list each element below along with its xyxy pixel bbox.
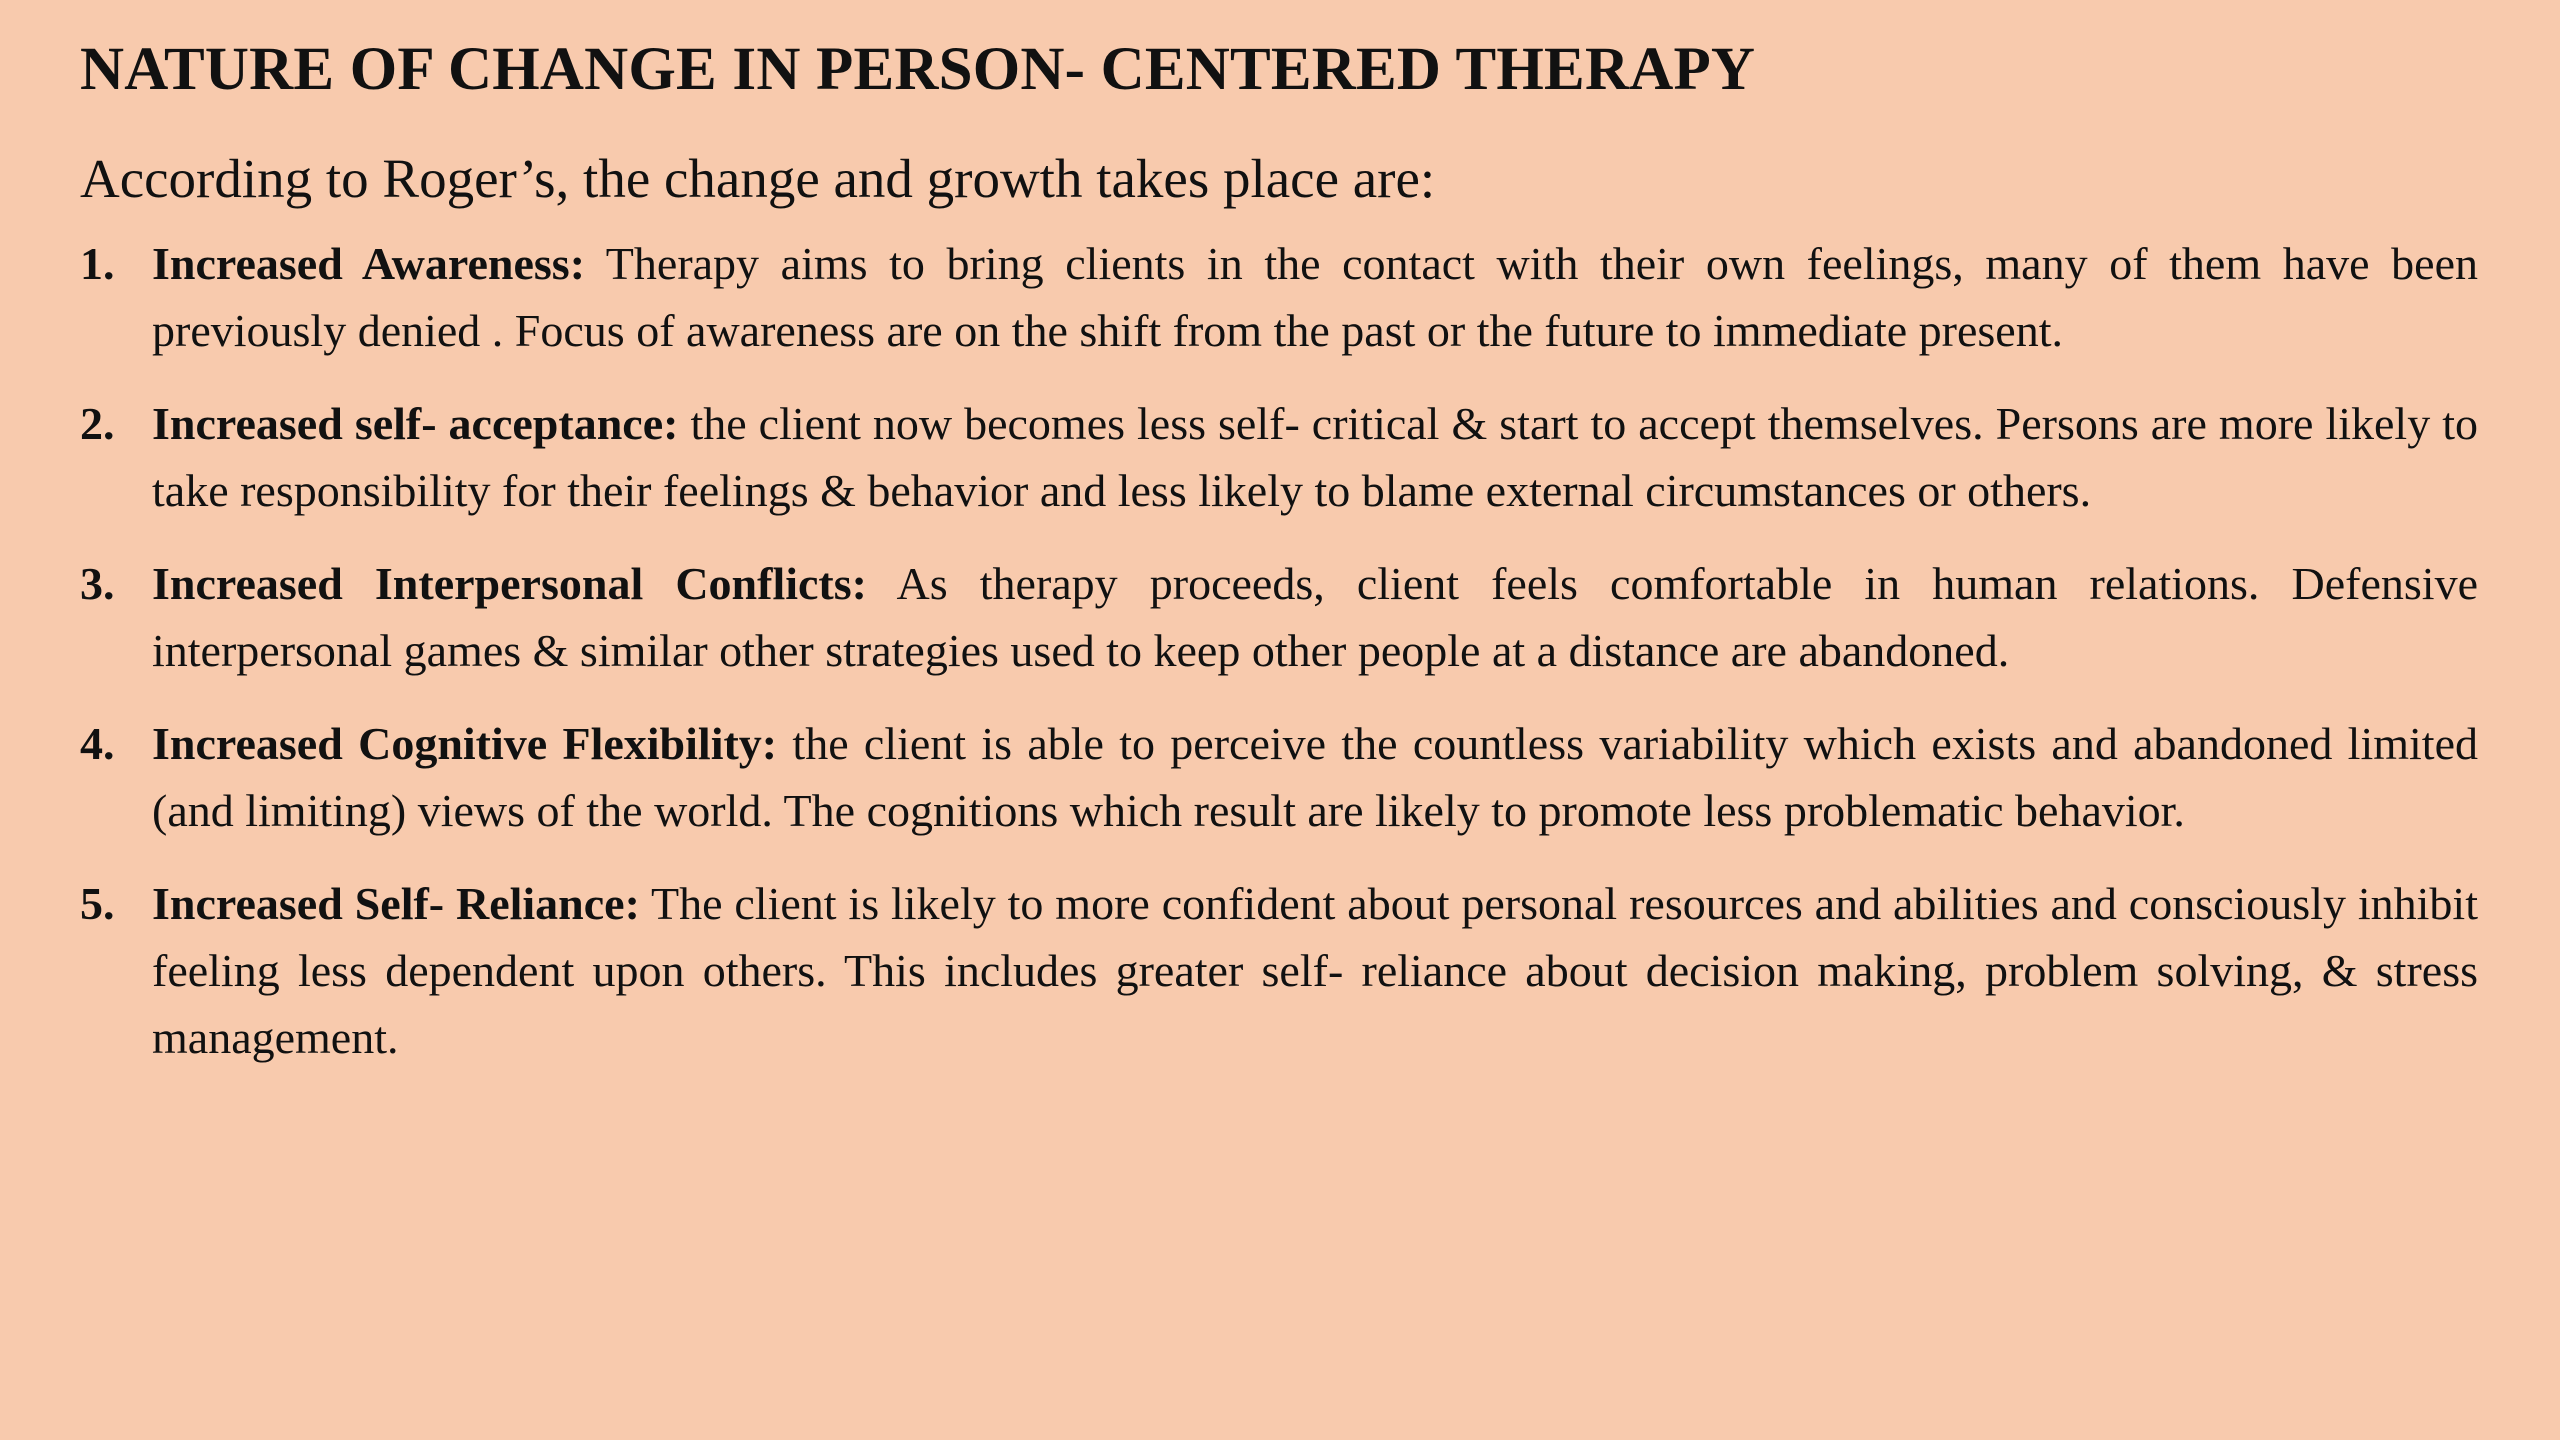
point-item-1 [80,230,2478,364]
point-item-4 [80,710,2478,844]
point-text-block [152,550,2478,684]
point-term: Increased Interpersonal Conflicts: [152,558,867,609]
slide-title: NATURE OF CHANGE IN PERSON- CENTERED THERAPY [80,36,1756,103]
point-text-block [152,710,2478,844]
intro-text: According to Roger’s, the change and growth takes place are: [80,148,1436,209]
point-text-block [152,230,2478,364]
change-points-list [80,230,2478,1071]
point-item-3 [80,550,2478,684]
point-text-block [152,390,2478,524]
point-description: The client is likely to more confident about personal resources and abilities and consciously inhibit feeling less dependent upon others. This includes greater self- reliance about decision making, problem solving, & stress management. [152,878,2478,1063]
point-number: 2. [80,398,115,449]
point-text-block [152,870,2478,1071]
point-description: the client is able to perceive the countless variability which exists and abandoned limited (and limiting) views of the world. The cognitions which result are likely to promote less problematic behavior. [152,718,2478,836]
point-term: Increased Cognitive Flexibility: [152,718,778,769]
point-number: 3. [80,558,115,609]
point-description: the client now becomes less self- critical & start to accept themselves. Persons are more likely to take responsibility for their feelings & behavior and less likely to blame external circumstances or others. [152,398,2478,516]
point-term: Increased self- acceptance: [152,398,679,449]
point-item-2 [80,390,2478,524]
point-description: As therapy proceeds, client feels comfortable in human relations. Defensive interpersonal games & similar other strategies used to keep other people at a distance are abandoned. [152,558,2478,676]
point-description: Therapy aims to bring clients in the contact with their own feelings, many of them have been previously denied . Focus of awareness are on the shift from the past or the future to immediate present. [152,238,2478,356]
point-number: 4. [80,718,115,769]
point-number: 5. [80,878,115,929]
point-term: Increased Awareness: [152,238,586,289]
point-item-5 [80,870,2478,1071]
point-number: 1. [80,238,115,289]
point-term: Increased Self- Reliance: [152,878,640,929]
